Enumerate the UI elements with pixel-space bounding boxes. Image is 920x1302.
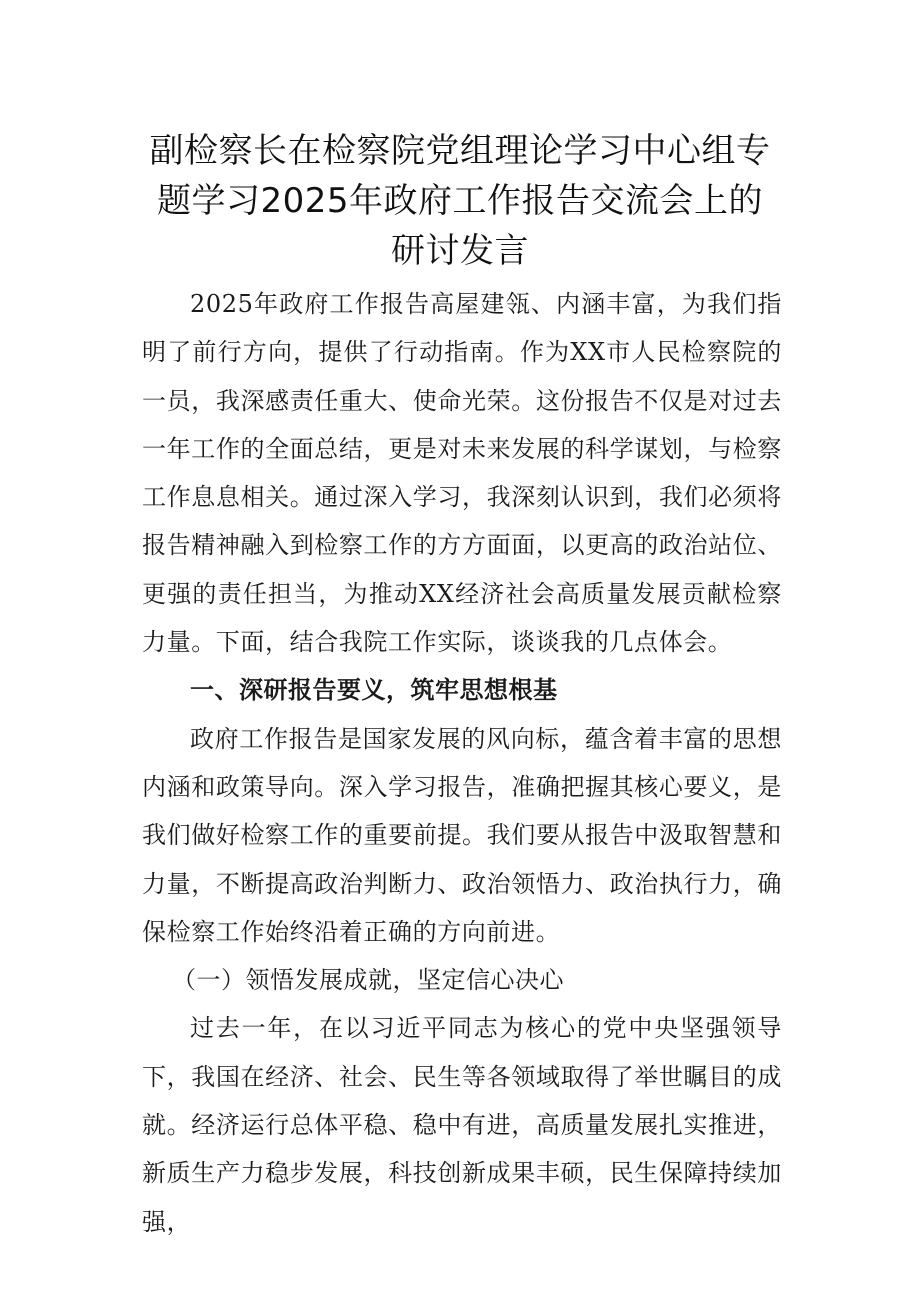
document-body <box>142 280 782 1246</box>
document-title: 副检察长在检察院党组理论学习中心组专题学习2025年政府工作报告交流会上的研讨发言 <box>149 131 771 271</box>
subsection-heading-1: （一）领悟发展成就，坚定信心决心 <box>172 966 564 995</box>
section-heading-1: 一、深研报告要义，筑牢思想根基 <box>190 676 558 705</box>
paragraph-subsection-1: 过去一年，在以习近平同志为核心的党中央坚强领导下，我国在经济、社会、民生等各领域取得了举世瞩目的成就。经济运行总体平稳、稳中有进，高质量发展扎实推进，新质生产力稳步发展，科技创新成果丰硕，民生保障持续加强， <box>142 1014 782 1236</box>
paragraph-section-1: 政府工作报告是国家发展的风向标，蕴含着丰富的思想内涵和政策导向。深入学习报告，准确把握其核心要义，是我们做好检察工作的重要前提。我们要从报告中汲取智慧和力量，不断提高政治判断力、政治领悟力、政治执行力，确保检察工作始终沿着正确的方向前进。 <box>142 724 782 946</box>
paragraph-intro: 2025年政府工作报告高屋建瓴、内涵丰富，为我们指明了前行方向，提供了行动指南。作为XX市人民检察院的一员，我深感责任重大、使命光荣。这份报告不仅是对过去一年工作的全面总结，更是对未来发展的科学谋划，与检察工作息息相关。通过深入学习，我深刻认识到，我们必须将报告精神融入到检察工作的方方面面，以更高的政治站位、更强的责任担当，为推动XX经济社会高质量发展贡献检察力量。下面，结合我院工作实际，谈谈我的几点体会。 <box>142 290 782 657</box>
